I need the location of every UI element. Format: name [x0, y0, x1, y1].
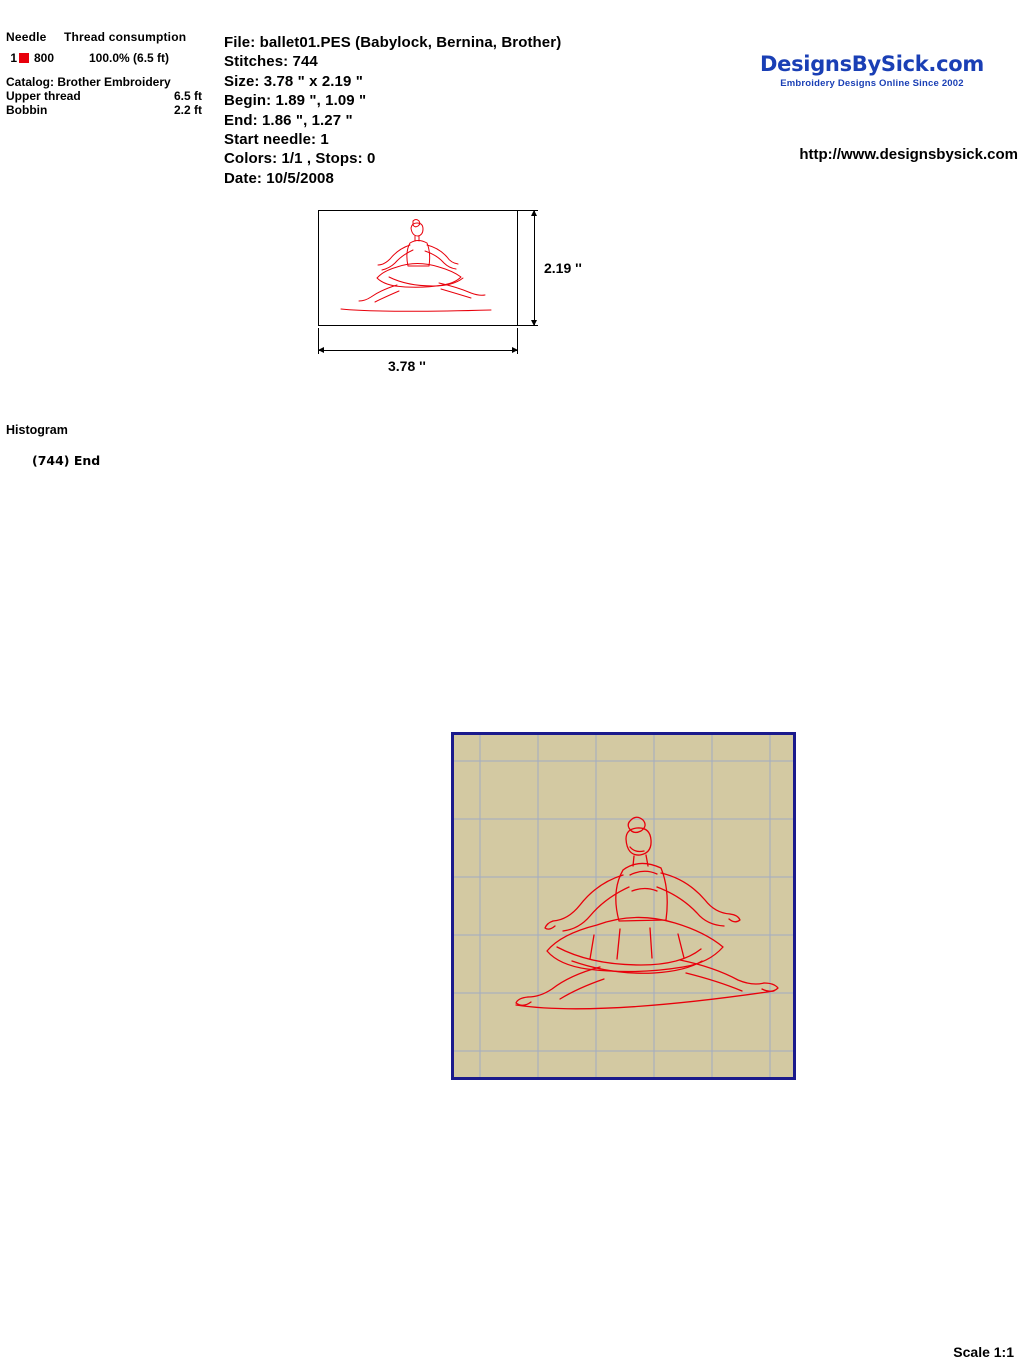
design-canvas [451, 732, 796, 1080]
design-preview-with-dimensions [318, 210, 598, 374]
column-header-thread-consumption: Thread consumption [64, 30, 187, 44]
file-info-block [224, 33, 561, 188]
bobbin-value: 2.2 ft [173, 103, 202, 117]
upper-thread-label: Upper thread [6, 89, 81, 103]
file-name-line: File: ballet01.PES (Babylock, Bernina, Brother) [224, 34, 562, 51]
date-line: Date: 10/5/2008 [224, 169, 334, 187]
thread-color-swatch [19, 53, 29, 63]
dimension-arrow-vertical [534, 210, 535, 326]
brand-url: http://www.designsbysick.com [799, 146, 1018, 163]
bobbin-label: Bobbin [6, 103, 48, 117]
needle-table-header [6, 30, 220, 44]
dimension-arrow-horizontal [318, 350, 518, 351]
column-header-needle: Needle [6, 30, 47, 44]
size-line: Size: 3.78 " x 2.19 " [224, 72, 363, 90]
stitches-line: Stitches: 744 [224, 53, 318, 71]
dimension-height-label: 2.19 '' [544, 260, 582, 276]
start-needle-line: Start needle: 1 [224, 131, 329, 149]
design-preview-art [319, 211, 517, 325]
needle-thread-table [6, 30, 220, 117]
brand-logo-text: DesignsBySick.com [760, 52, 984, 76]
scale-label: Scale 1:1 [953, 1344, 1014, 1360]
embroidery-stitch-art [454, 735, 793, 1077]
catalog-label: Catalog: Brother Embroidery [6, 75, 171, 89]
thread-percent: 100.0% (6.5 ft) [89, 51, 170, 65]
table-row [6, 51, 220, 65]
thread-code: 800 [34, 51, 55, 65]
needle-index: 1 [10, 51, 17, 65]
histogram-entry: (744) End [32, 453, 101, 468]
end-line: End: 1.86 ", 1.27 " [224, 111, 353, 129]
upper-thread-value: 6.5 ft [173, 89, 202, 103]
brand-tagline: Embroidery Designs Online Since 2002 [780, 78, 964, 89]
bobbin-row [6, 103, 202, 117]
begin-line: Begin: 1.89 ", 1.09 " [224, 92, 367, 110]
histogram-title: Histogram [6, 423, 68, 437]
dimension-width-label: 3.78 '' [388, 358, 426, 374]
upper-thread-row [6, 89, 202, 103]
colors-line: Colors: 1/1 , Stops: 0 [224, 150, 376, 168]
design-preview-box [318, 210, 518, 326]
brand-logo [748, 52, 996, 89]
